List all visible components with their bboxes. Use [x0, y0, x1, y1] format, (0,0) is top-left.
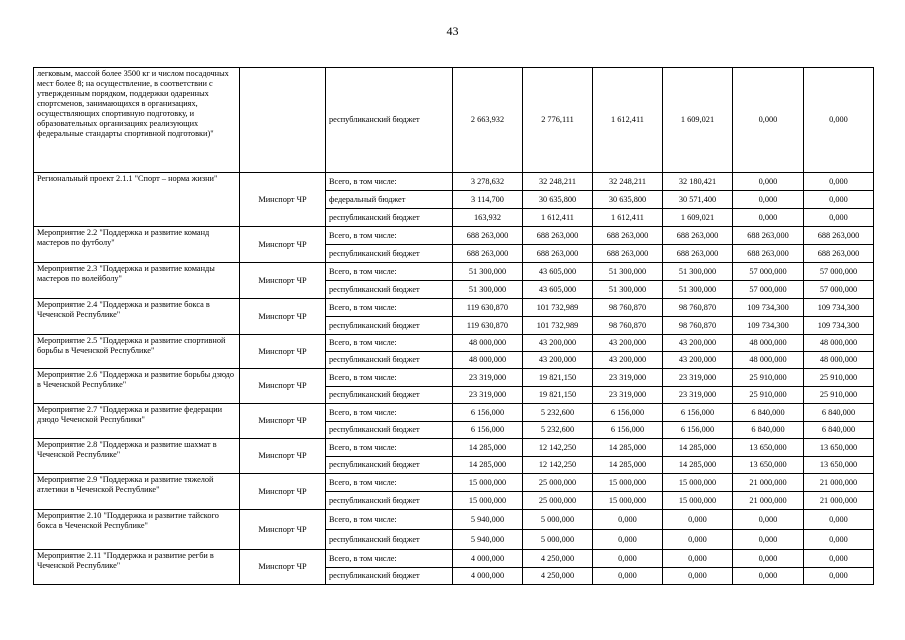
amount-cell: 0,000	[733, 568, 804, 585]
amount-cell: 15 000,000	[663, 492, 733, 510]
amount-cell: 688 263,000	[733, 227, 804, 245]
amount-cell: 51 300,000	[593, 281, 663, 299]
amount-cell: 0,000	[804, 173, 874, 191]
activity-name-cell: Мероприятие 2.7 "Поддержка и развитие федерации дзюдо Чеченской Республики"	[34, 404, 240, 439]
amount-cell: 688 263,000	[663, 245, 733, 263]
executor-cell	[240, 68, 326, 173]
amount-cell: 0,000	[733, 550, 804, 568]
amount-cell: 3 278,632	[453, 173, 523, 191]
amount-cell: 13 650,000	[804, 457, 874, 474]
funding-source-cell: республиканский бюджет	[326, 422, 453, 439]
activity-name-cell: Мероприятие 2.11 "Поддержка и развитие регби в Чеченской Республике"	[34, 550, 240, 585]
table-row	[34, 335, 874, 352]
table-body	[34, 68, 874, 585]
amount-cell: 1 609,021	[663, 209, 733, 227]
funding-source-cell: республиканский бюджет	[326, 530, 453, 550]
table-row	[34, 439, 874, 457]
amount-cell: 5 000,000	[523, 510, 593, 530]
amount-cell: 43 200,000	[593, 352, 663, 369]
funding-source-cell: республиканский бюджет	[326, 281, 453, 299]
amount-cell: 23 319,000	[453, 369, 523, 387]
amount-cell: 23 319,000	[593, 369, 663, 387]
amount-cell: 101 732,989	[523, 317, 593, 335]
funding-source-cell: Всего, в том числе:	[326, 299, 453, 317]
amount-cell: 5 000,000	[523, 530, 593, 550]
amount-cell: 2 776,111	[523, 68, 593, 173]
executor-cell: Минспорт ЧР	[240, 439, 326, 474]
executor-cell: Минспорт ЧР	[240, 335, 326, 369]
amount-cell: 119 630,870	[453, 299, 523, 317]
amount-cell: 109 734,300	[733, 317, 804, 335]
activity-name-cell: Мероприятие 2.4 "Поддержка и развитие бокса в Чеченской Республике"	[34, 299, 240, 335]
amount-cell: 43 200,000	[523, 335, 593, 352]
amount-cell: 6 840,000	[733, 404, 804, 422]
amount-cell: 1 612,411	[523, 209, 593, 227]
amount-cell: 688 263,000	[663, 227, 733, 245]
funding-source-cell: федеральный бюджет	[326, 191, 453, 209]
funding-source-cell: Всего, в том числе:	[326, 510, 453, 530]
amount-cell: 0,000	[733, 173, 804, 191]
amount-cell: 43 200,000	[593, 335, 663, 352]
amount-cell: 4 250,000	[523, 568, 593, 585]
executor-cell: Минспорт ЧР	[240, 299, 326, 335]
amount-cell: 98 760,870	[593, 299, 663, 317]
executor-cell: Минспорт ЧР	[240, 369, 326, 404]
amount-cell: 23 319,000	[663, 387, 733, 404]
amount-cell: 25 910,000	[733, 369, 804, 387]
amount-cell: 23 319,000	[453, 387, 523, 404]
table-row	[34, 227, 874, 245]
amount-cell: 57 000,000	[804, 263, 874, 281]
amount-cell: 2 663,932	[453, 68, 523, 173]
amount-cell: 688 263,000	[523, 227, 593, 245]
amount-cell: 43 605,000	[523, 281, 593, 299]
amount-cell: 32 180,421	[663, 173, 733, 191]
amount-cell: 688 263,000	[453, 227, 523, 245]
amount-cell: 51 300,000	[453, 263, 523, 281]
amount-cell: 57 000,000	[733, 263, 804, 281]
amount-cell: 6 840,000	[733, 422, 804, 439]
amount-cell: 21 000,000	[733, 492, 804, 510]
table-row	[34, 369, 874, 387]
amount-cell: 48 000,000	[804, 352, 874, 369]
amount-cell: 119 630,870	[453, 317, 523, 335]
table-row	[34, 173, 874, 191]
budget-table	[33, 67, 874, 585]
amount-cell: 6 156,000	[593, 422, 663, 439]
amount-cell: 43 200,000	[523, 352, 593, 369]
table-row	[34, 404, 874, 422]
activity-name-cell: Мероприятие 2.2 "Поддержка и развитие команд мастеров по футболу"	[34, 227, 240, 263]
amount-cell: 0,000	[804, 550, 874, 568]
amount-cell: 3 114,700	[453, 191, 523, 209]
amount-cell: 48 000,000	[453, 352, 523, 369]
amount-cell: 25 000,000	[523, 492, 593, 510]
amount-cell: 6 156,000	[663, 422, 733, 439]
amount-cell: 48 000,000	[804, 335, 874, 352]
amount-cell: 13 650,000	[733, 457, 804, 474]
amount-cell: 12 142,250	[523, 457, 593, 474]
amount-cell: 0,000	[804, 510, 874, 530]
amount-cell: 0,000	[593, 550, 663, 568]
amount-cell: 688 263,000	[804, 245, 874, 263]
amount-cell: 0,000	[663, 510, 733, 530]
amount-cell: 5 940,000	[453, 510, 523, 530]
amount-cell: 0,000	[593, 510, 663, 530]
amount-cell: 5 940,000	[453, 530, 523, 550]
amount-cell: 6 156,000	[663, 404, 733, 422]
amount-cell: 30 635,800	[523, 191, 593, 209]
amount-cell: 0,000	[804, 209, 874, 227]
amount-cell: 14 285,000	[593, 439, 663, 457]
amount-cell: 14 285,000	[453, 439, 523, 457]
amount-cell: 101 732,989	[523, 299, 593, 317]
amount-cell: 57 000,000	[733, 281, 804, 299]
amount-cell: 4 000,000	[453, 550, 523, 568]
amount-cell: 51 300,000	[593, 263, 663, 281]
activity-name-cell: легковым, массой более 3500 кг и числом посадочных мест более 8; на осуществление, в соответствии с утвержденным порядком, поддержки одаренных спортсменов, занимающихся в организациях, осуществляющих спортивную подготовку, и образовательных организациях реализующих федеральные стандарты спортивной подготовки)"	[34, 68, 240, 173]
amount-cell: 0,000	[663, 568, 733, 585]
amount-cell: 25 000,000	[523, 474, 593, 492]
amount-cell: 6 840,000	[804, 404, 874, 422]
activity-name-cell: Региональный проект 2.1.1 "Спорт – норма жизни"	[34, 173, 240, 227]
funding-source-cell: Всего, в том числе:	[326, 439, 453, 457]
funding-source-cell: Всего, в том числе:	[326, 550, 453, 568]
amount-cell: 5 232,600	[523, 422, 593, 439]
amount-cell: 43 200,000	[663, 335, 733, 352]
amount-cell: 25 910,000	[733, 387, 804, 404]
funding-source-cell: республиканский бюджет	[326, 245, 453, 263]
executor-cell: Минспорт ЧР	[240, 474, 326, 510]
amount-cell: 688 263,000	[804, 227, 874, 245]
amount-cell: 13 650,000	[804, 439, 874, 457]
amount-cell: 21 000,000	[804, 474, 874, 492]
amount-cell: 23 319,000	[593, 387, 663, 404]
funding-source-cell: Всего, в том числе:	[326, 263, 453, 281]
amount-cell: 688 263,000	[523, 245, 593, 263]
amount-cell: 4 000,000	[453, 568, 523, 585]
activity-name-cell: Мероприятие 2.10 "Поддержка и развитие тайского бокса в Чеченской Республике"	[34, 510, 240, 550]
amount-cell: 51 300,000	[663, 281, 733, 299]
table-row	[34, 299, 874, 317]
amount-cell: 0,000	[733, 510, 804, 530]
amount-cell: 48 000,000	[733, 352, 804, 369]
amount-cell: 0,000	[804, 530, 874, 550]
amount-cell: 1 612,411	[593, 68, 663, 173]
amount-cell: 0,000	[733, 209, 804, 227]
activity-name-cell: Мероприятие 2.5 "Поддержка и развитие спортивной борьбы в Чеченской Республике"	[34, 335, 240, 369]
amount-cell: 688 263,000	[453, 245, 523, 263]
amount-cell: 14 285,000	[593, 457, 663, 474]
table-row	[34, 263, 874, 281]
amount-cell: 21 000,000	[804, 492, 874, 510]
funding-source-cell: республиканский бюджет	[326, 68, 453, 173]
amount-cell: 48 000,000	[453, 335, 523, 352]
amount-cell: 19 821,150	[523, 369, 593, 387]
funding-source-cell: республиканский бюджет	[326, 209, 453, 227]
funding-source-cell: Всего, в том числе:	[326, 369, 453, 387]
amount-cell: 0,000	[663, 550, 733, 568]
amount-cell: 57 000,000	[804, 281, 874, 299]
amount-cell: 48 000,000	[733, 335, 804, 352]
amount-cell: 0,000	[663, 530, 733, 550]
amount-cell: 6 156,000	[593, 404, 663, 422]
funding-source-cell: республиканский бюджет	[326, 568, 453, 585]
table-row	[34, 550, 874, 568]
amount-cell: 0,000	[804, 68, 874, 173]
amount-cell: 0,000	[593, 568, 663, 585]
funding-source-cell: республиканский бюджет	[326, 352, 453, 369]
activity-name-cell: Мероприятие 2.8 "Поддержка и развитие шахмат в Чеченской Республике"	[34, 439, 240, 474]
table-row	[34, 474, 874, 492]
executor-cell: Минспорт ЧР	[240, 510, 326, 550]
amount-cell: 43 200,000	[663, 352, 733, 369]
amount-cell: 98 760,870	[663, 299, 733, 317]
amount-cell: 0,000	[733, 191, 804, 209]
funding-source-cell: Всего, в том числе:	[326, 227, 453, 245]
amount-cell: 19 821,150	[523, 387, 593, 404]
amount-cell: 14 285,000	[453, 457, 523, 474]
amount-cell: 163,932	[453, 209, 523, 227]
amount-cell: 14 285,000	[663, 439, 733, 457]
funding-source-cell: Всего, в том числе:	[326, 474, 453, 492]
amount-cell: 98 760,870	[663, 317, 733, 335]
funding-source-cell: Всего, в том числе:	[326, 335, 453, 352]
activity-name-cell: Мероприятие 2.3 "Поддержка и развитие команды мастеров по волейболу"	[34, 263, 240, 299]
page-number: 43	[446, 24, 459, 38]
amount-cell: 32 248,211	[523, 173, 593, 191]
amount-cell: 6 156,000	[453, 404, 523, 422]
amount-cell: 0,000	[593, 530, 663, 550]
amount-cell: 5 232,600	[523, 404, 593, 422]
amount-cell: 21 000,000	[733, 474, 804, 492]
amount-cell: 51 300,000	[663, 263, 733, 281]
amount-cell: 4 250,000	[523, 550, 593, 568]
amount-cell: 688 263,000	[733, 245, 804, 263]
table-row	[34, 510, 874, 530]
amount-cell: 0,000	[733, 68, 804, 173]
amount-cell: 15 000,000	[663, 474, 733, 492]
amount-cell: 109 734,300	[733, 299, 804, 317]
amount-cell: 0,000	[804, 568, 874, 585]
amount-cell: 32 248,211	[593, 173, 663, 191]
amount-cell: 25 910,000	[804, 369, 874, 387]
table-row	[34, 68, 874, 173]
amount-cell: 1 609,021	[663, 68, 733, 173]
funding-source-cell: республиканский бюджет	[326, 387, 453, 404]
amount-cell: 14 285,000	[663, 457, 733, 474]
amount-cell: 6 156,000	[453, 422, 523, 439]
funding-source-cell: Всего, в том числе:	[326, 404, 453, 422]
amount-cell: 109 734,300	[804, 317, 874, 335]
funding-source-cell: республиканский бюджет	[326, 492, 453, 510]
amount-cell: 13 650,000	[733, 439, 804, 457]
amount-cell: 688 263,000	[593, 245, 663, 263]
amount-cell: 25 910,000	[804, 387, 874, 404]
amount-cell: 0,000	[733, 530, 804, 550]
executor-cell: Минспорт ЧР	[240, 550, 326, 585]
amount-cell: 51 300,000	[453, 281, 523, 299]
amount-cell: 15 000,000	[593, 474, 663, 492]
amount-cell: 109 734,300	[804, 299, 874, 317]
activity-name-cell: Мероприятие 2.6 "Поддержка и развитие борьбы дзюдо в Чеченской Республике"	[34, 369, 240, 404]
executor-cell: Минспорт ЧР	[240, 227, 326, 263]
amount-cell: 30 635,800	[593, 191, 663, 209]
executor-cell: Минспорт ЧР	[240, 263, 326, 299]
amount-cell: 0,000	[804, 191, 874, 209]
funding-source-cell: республиканский бюджет	[326, 317, 453, 335]
amount-cell: 43 605,000	[523, 263, 593, 281]
executor-cell: Минспорт ЧР	[240, 173, 326, 227]
amount-cell: 30 571,400	[663, 191, 733, 209]
amount-cell: 688 263,000	[593, 227, 663, 245]
amount-cell: 23 319,000	[663, 369, 733, 387]
amount-cell: 15 000,000	[453, 474, 523, 492]
executor-cell: Минспорт ЧР	[240, 404, 326, 439]
funding-source-cell: Всего, в том числе:	[326, 173, 453, 191]
amount-cell: 6 840,000	[804, 422, 874, 439]
amount-cell: 1 612,411	[593, 209, 663, 227]
activity-name-cell: Мероприятие 2.9 "Поддержка и развитие тяжелой атлетики в Чеченской Республике"	[34, 474, 240, 510]
amount-cell: 12 142,250	[523, 439, 593, 457]
amount-cell: 15 000,000	[453, 492, 523, 510]
funding-source-cell: республиканский бюджет	[326, 457, 453, 474]
amount-cell: 98 760,870	[593, 317, 663, 335]
amount-cell: 15 000,000	[593, 492, 663, 510]
